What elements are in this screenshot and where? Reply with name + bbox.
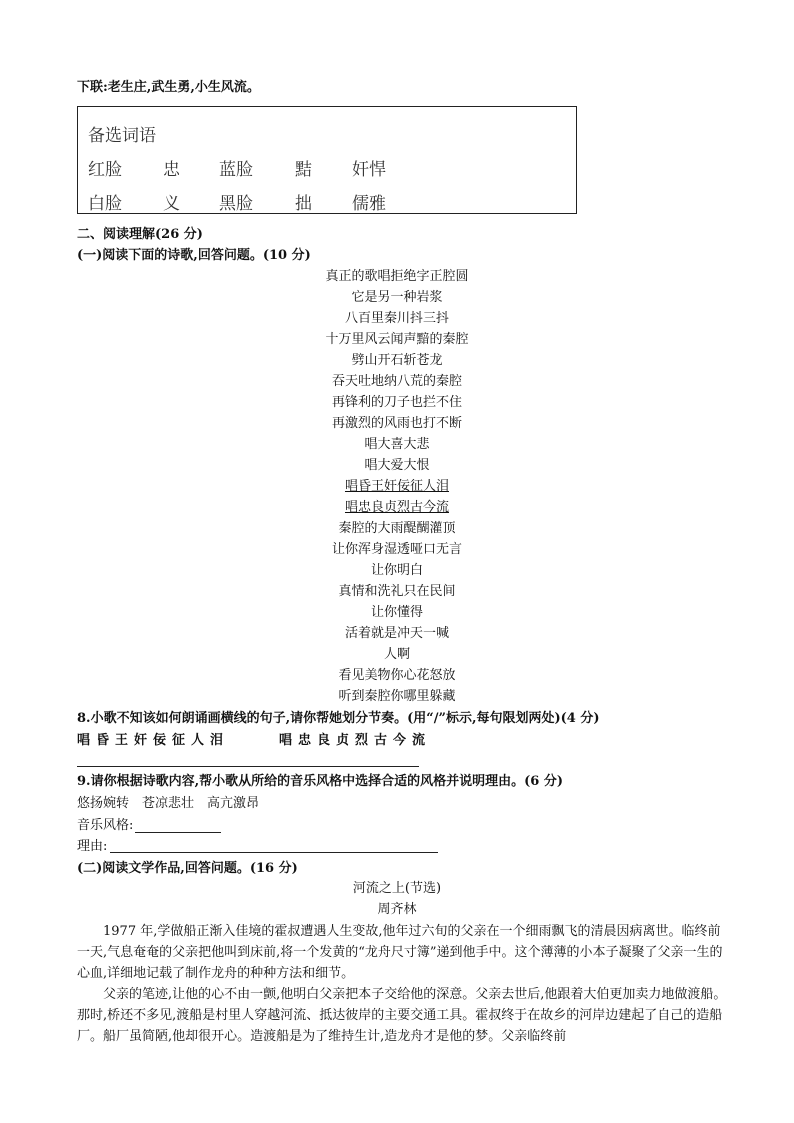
part-heading: (二)阅读文学作品,回答问题。(16 分) bbox=[77, 861, 298, 876]
answer-line[interactable] bbox=[77, 766, 419, 767]
rhythm-line-a: 唱昏王奸佞征人泪 bbox=[77, 733, 230, 748]
word-row-2 bbox=[88, 189, 568, 214]
word-option: 奸悍 bbox=[352, 160, 386, 180]
word-option: 白脸 bbox=[88, 194, 122, 214]
poem-line-underlined bbox=[0, 478, 794, 496]
article-paragraph: 父亲的笔迹,让他的心不由一颤,他明白父亲把本子交给他的深意。父亲去世后,他跟着大伯更加卖力地做渡船。那时,桥还不多见,渡船是村里人穿越河流、抵达彼岸的主要交通工具。霍叔终于在故乡的河岸边建起了自己的造船厂。船厂虽简陋,他却很开心。造渡船是为了维持生计,造龙舟才是他的梦。父亲临终前 bbox=[77, 987, 727, 1044]
reason-label: 理由: bbox=[77, 839, 108, 854]
poem-line: 真正的歌唱拒绝字正腔圆 bbox=[325, 269, 469, 284]
question-9: 9.请你根据诗歌内容,帮小歌从所给的音乐风格中选择合适的风格并说明理由。(6 分) bbox=[77, 774, 563, 789]
poem-line: 再锋利的刀子也拦不住 bbox=[331, 395, 462, 410]
word-box-title: 备选词语 bbox=[88, 126, 156, 146]
section-heading: 二、阅读理解(26 分) bbox=[77, 227, 203, 242]
article-title: 河流之上(节选) bbox=[352, 881, 442, 896]
word-option: 黑脸 bbox=[219, 194, 253, 214]
reason-answer-line[interactable] bbox=[110, 852, 438, 853]
poem-line: 它是另一种岩浆 bbox=[351, 290, 443, 305]
poem-line: 让你浑身湿透哑口无言 bbox=[331, 542, 462, 557]
word-option: 黠 bbox=[295, 160, 312, 180]
poem-line: 十万里风云闻声黯的秦腔 bbox=[325, 332, 469, 347]
music-style-options: 悠扬婉转 苍凉悲壮 高亢激昂 bbox=[77, 796, 260, 811]
music-style-label: 音乐风格: bbox=[77, 818, 134, 833]
article-author: 周齐林 bbox=[377, 902, 417, 917]
poem-line: 人啊 bbox=[383, 647, 410, 662]
music-style-answer-line[interactable] bbox=[135, 832, 221, 833]
poem-line: 劈山开石斩苍龙 bbox=[351, 353, 443, 368]
poem-line: 吞天吐地纳八荒的秦腔 bbox=[331, 374, 462, 389]
underlined-text: 唱忠良贞烈古今流 bbox=[344, 500, 449, 515]
poem-line: 秦腔的大雨醍醐灌顶 bbox=[338, 521, 456, 536]
poem-line: 唱大爱大恨 bbox=[364, 458, 430, 473]
poem-line: 看见美物你心花怒放 bbox=[338, 668, 456, 683]
question-8: 8.小歌不知该如何朗诵画横线的句子,请你帮她划分节奏。(用“/”标示,每句限划两处)(4 分) bbox=[77, 711, 600, 726]
word-choice-box bbox=[77, 106, 577, 214]
poem-line-underlined bbox=[0, 499, 794, 517]
word-option: 义 bbox=[163, 194, 180, 214]
poem-line: 唱大喜大悲 bbox=[364, 437, 430, 452]
word-row-1 bbox=[88, 155, 568, 180]
poem-line: 听到秦腔你哪里躲藏 bbox=[338, 689, 456, 704]
article-paragraph: 1977 年,学做船正渐入佳境的霍叔遭遇人生变故,他年过六旬的父亲在一个细雨飘飞的清晨因病离世。临终前一天,气息奄奄的父亲把他叫到床前,将一个发黄的“龙舟尺寸簿”递到他手中。这个薄薄的小本子凝聚了父亲一生的心血,详细地记载了制作龙舟的种种方法和细节。 bbox=[77, 924, 723, 981]
part-heading: (一)阅读下面的诗歌,回答问题。(10 分) bbox=[77, 248, 311, 263]
poem-line: 让你明白 bbox=[370, 563, 423, 578]
word-option: 儒雅 bbox=[352, 194, 386, 214]
poem-line: 让你懂得 bbox=[370, 605, 423, 620]
couplet-bottom-line: 下联:老生庄,武生勇,小生风流。 bbox=[77, 80, 260, 95]
poem-line: 真情和洗礼只在民间 bbox=[338, 584, 456, 599]
poem-line: 八百里秦川抖三抖 bbox=[344, 311, 449, 326]
word-option: 拙 bbox=[295, 194, 312, 214]
underlined-text: 唱昏王奸佞征人泪 bbox=[344, 479, 449, 494]
poem-line: 再激烈的风雨也打不断 bbox=[331, 416, 462, 431]
word-option: 红脸 bbox=[88, 160, 122, 180]
word-option: 蓝脸 bbox=[219, 160, 253, 180]
rhythm-line-b: 唱忠良贞烈古今流 bbox=[279, 733, 432, 748]
poem-line: 活着就是冲天一喊 bbox=[344, 626, 449, 641]
word-option: 忠 bbox=[163, 160, 180, 180]
